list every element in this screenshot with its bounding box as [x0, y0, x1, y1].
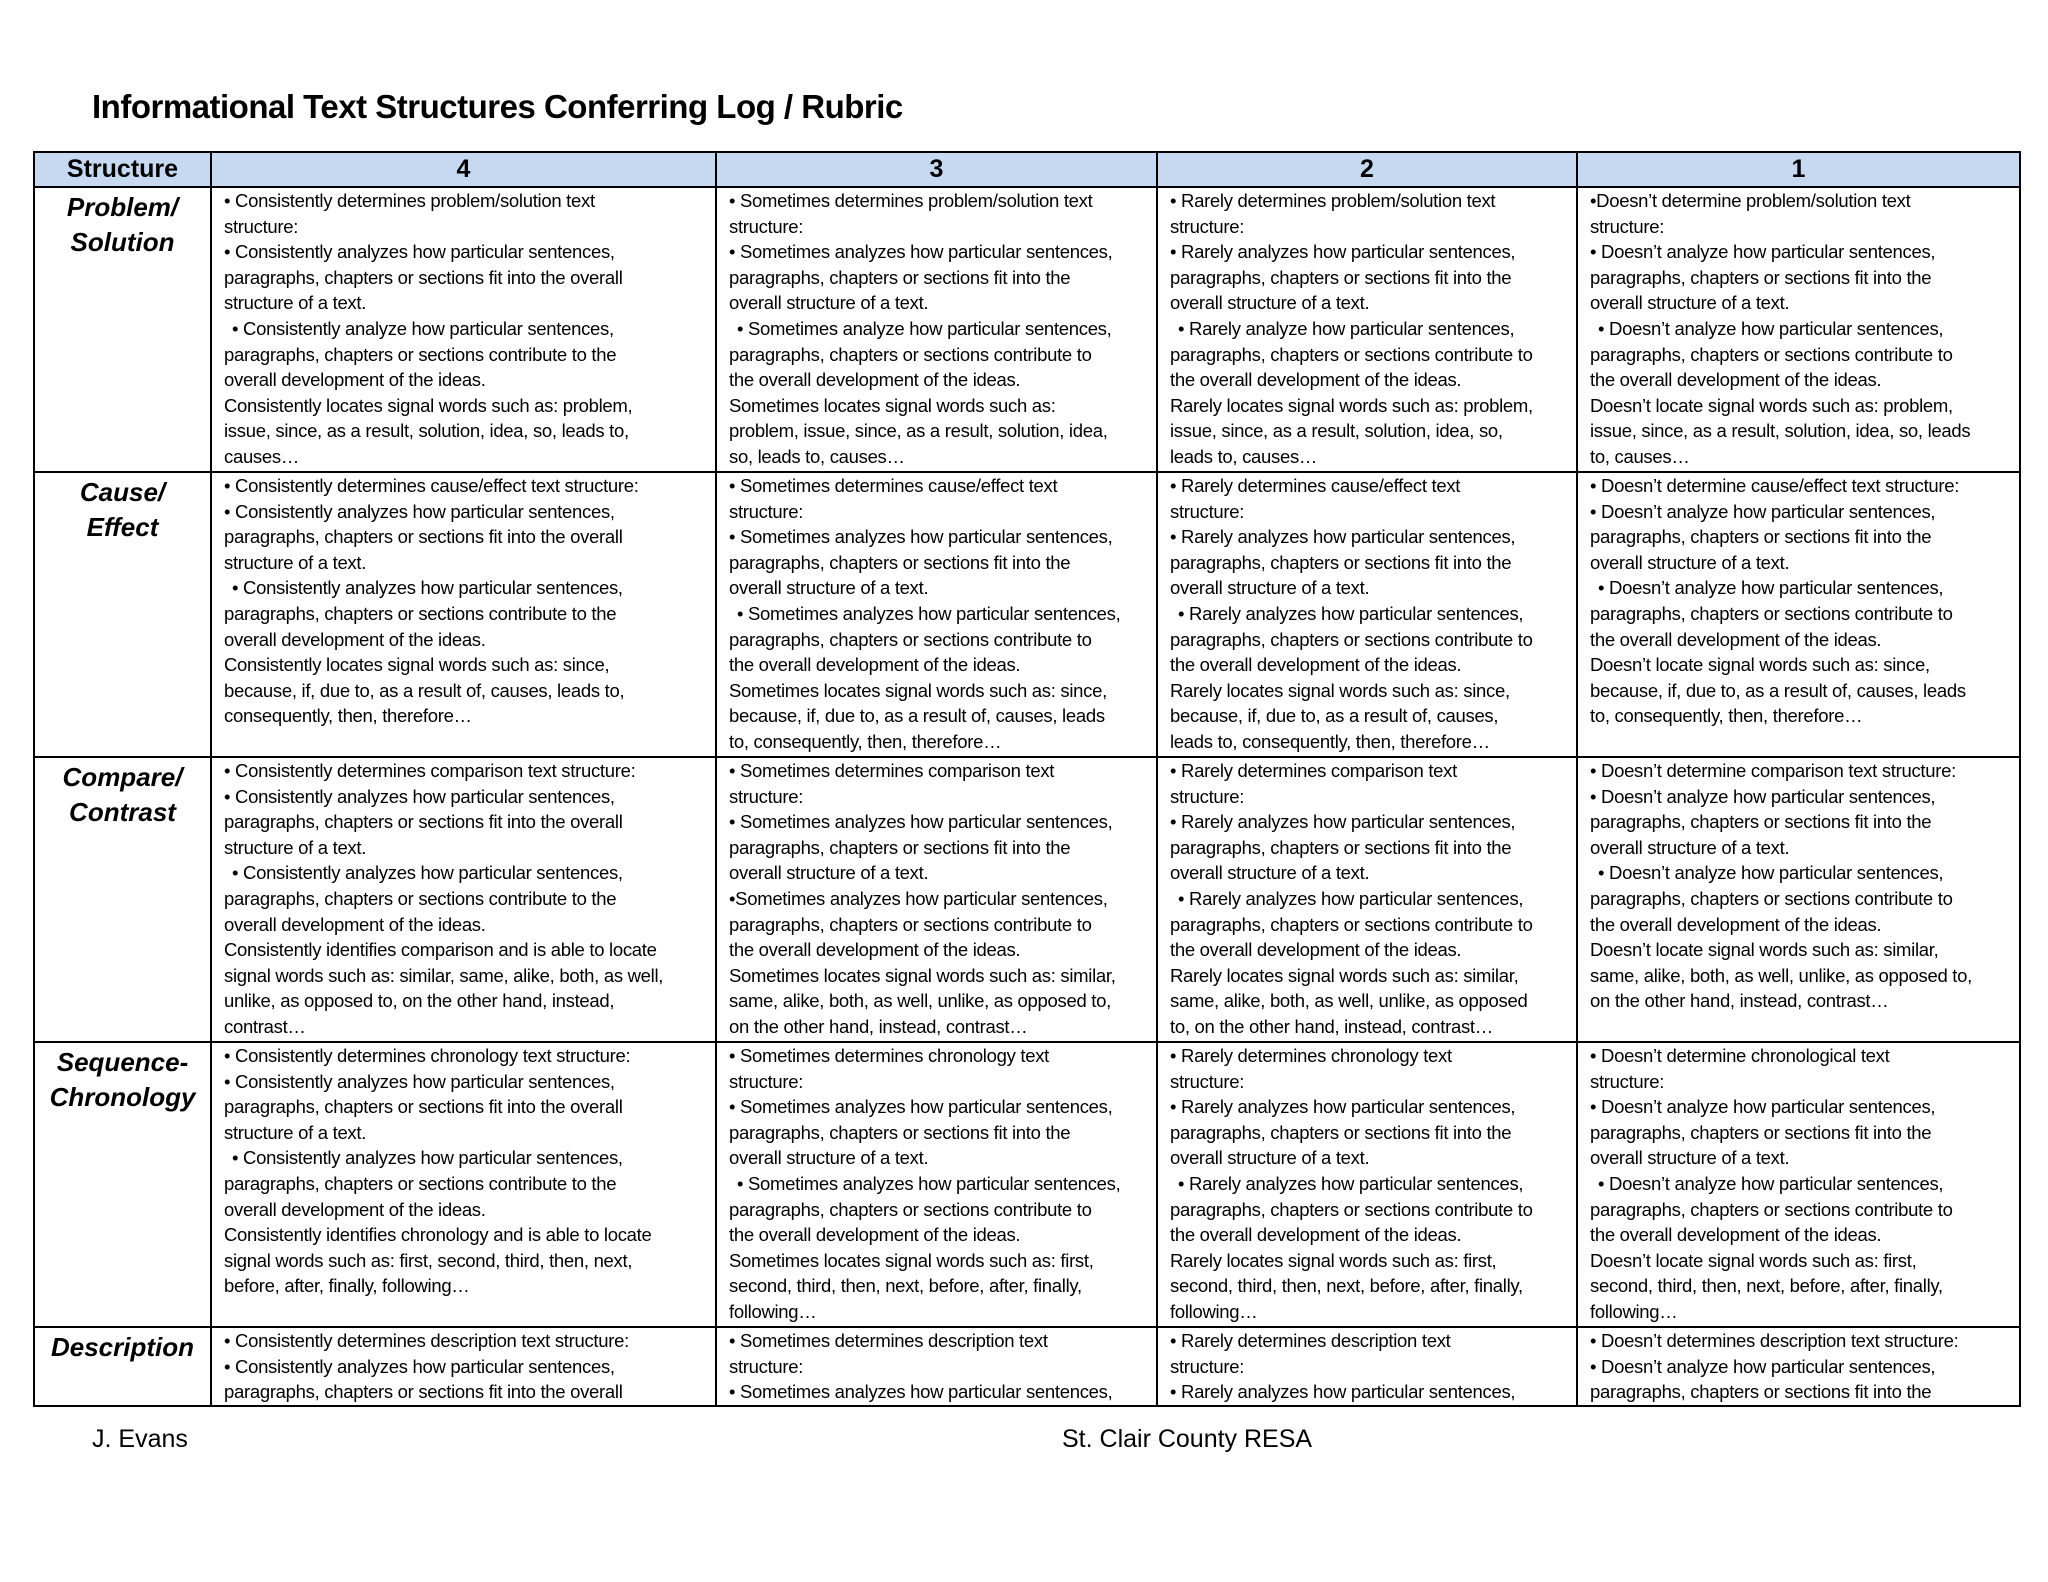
- rubric-text-line: paragraphs, chapters or sections contribute to the: [224, 887, 617, 909]
- rubric-text-line: • Consistently analyzes how particular sentences,: [224, 241, 615, 263]
- rubric-text-line: Doesn’t locate signal words such as: first,: [1590, 1249, 1917, 1271]
- rubric-cell-score-4: [211, 1042, 716, 1327]
- structure-label-line: Cause/: [79, 477, 166, 507]
- rubric-text-line: Consistently identifies comparison and is able to locate: [224, 939, 657, 961]
- rubric-text-line: paragraphs, chapters or sections fit into the: [1590, 811, 1932, 833]
- rubric-text-line: structure:: [224, 215, 299, 237]
- rubric-text-line: • Rarely determines cause/effect text: [1170, 475, 1461, 496]
- rubric-text-line: to, on the other hand, instead, contrast…: [1170, 1015, 1493, 1037]
- rubric-text-line: paragraphs, chapters or sections contribute to: [1170, 628, 1533, 650]
- rubric-text-line: • Rarely analyzes how particular sentences,: [1170, 1381, 1516, 1403]
- rubric-text-line: • Consistently analyze how particular sentences,: [232, 317, 614, 339]
- rubric-text-line: paragraphs, chapters or sections fit into the overall: [224, 1096, 623, 1118]
- header-row: [34, 152, 2020, 187]
- rubric-text-line: overall structure of a text.: [729, 292, 929, 314]
- rubric-row-compare-contrast: [34, 757, 2020, 1042]
- rubric-text-line: paragraphs, chapters or sections fit into the overall: [224, 266, 623, 288]
- rubric-text-line: structure:: [1170, 1355, 1245, 1377]
- rubric-text-line: structure:: [1170, 500, 1245, 522]
- rubric-cell-score-4: [211, 1327, 716, 1406]
- rubric-text-line: • Sometimes determines problem/solution text: [729, 190, 1093, 211]
- column-header-score-2: 2: [1157, 152, 1577, 187]
- rubric-text-line: to, causes…: [1590, 445, 1690, 467]
- rubric-text-line: paragraphs, chapters or sections contribute to: [1590, 343, 1953, 365]
- rubric-text-line: the overall development of the ideas.: [1590, 1224, 1882, 1246]
- structure-label-cell: [34, 1042, 211, 1327]
- rubric-text-line: • Sometimes analyzes how particular sentences,: [729, 526, 1113, 548]
- rubric-text-line: because, if, due to, as a result of, causes, leads: [729, 705, 1105, 727]
- structure-label-cell: [34, 472, 211, 757]
- rubric-text-line: before, after, finally, following…: [224, 1275, 470, 1297]
- rubric-text-line: overall development of the ideas.: [224, 628, 486, 650]
- rubric-text-line: paragraphs, chapters or sections fit into the: [1590, 266, 1932, 288]
- rubric-text-line: • Consistently analyzes how particular sentences,: [224, 1070, 615, 1092]
- rubric-text-line: Rarely locates signal words such as: similar,: [1170, 964, 1519, 986]
- rubric-text-line: paragraphs, chapters or sections contribute to: [1590, 887, 1953, 909]
- rubric-text-line: Consistently locates signal words such as: problem,: [224, 394, 633, 416]
- rubric-cell-score-3: [716, 1042, 1157, 1327]
- rubric-cell-score-2: [1157, 757, 1577, 1042]
- rubric-text-line: overall development of the ideas.: [224, 1198, 486, 1220]
- rubric-text-line: • Sometimes determines chronology text: [729, 1045, 1050, 1066]
- rubric-text-line: • Sometimes analyzes how particular sentences,: [729, 1381, 1113, 1403]
- rubric-table: [33, 151, 2021, 1407]
- rubric-text-line: paragraphs, chapters or sections contribute to: [1590, 1198, 1953, 1220]
- rubric-text-line: paragraphs, chapters or sections contribute to: [1170, 343, 1533, 365]
- rubric-text-line: paragraphs, chapters or sections contribute to: [1170, 1198, 1533, 1220]
- rubric-text-line: • Consistently determines comparison text structure:: [224, 760, 636, 781]
- structure-label-line: Solution: [70, 227, 175, 257]
- rubric-text-line: Doesn’t locate signal words such as: since,: [1590, 654, 1930, 676]
- rubric-text-line: paragraphs, chapters or sections contribute to the: [224, 343, 617, 365]
- rubric-text-line: structure:: [1170, 215, 1245, 237]
- rubric-text-line: paragraphs, chapters or sections fit into the: [1170, 836, 1512, 858]
- rubric-text-line: • Doesn’t determine cause/effect text structure:: [1590, 475, 1960, 496]
- rubric-text-line: the overall development of the ideas.: [729, 369, 1021, 391]
- rubric-text-line: • Rarely determines chronology text: [1170, 1045, 1452, 1066]
- rubric-text-line: • Rarely analyzes how particular sentences,: [1170, 526, 1516, 548]
- rubric-text-line: the overall development of the ideas.: [1590, 369, 1882, 391]
- rubric-text-line: overall structure of a text.: [1590, 836, 1790, 858]
- rubric-text-line: leads to, consequently, then, therefore…: [1170, 730, 1490, 752]
- rubric-text-line: • Doesn’t analyze how particular sentences,: [1598, 317, 1944, 339]
- rubric-text-line: paragraphs, chapters or sections fit into the: [1590, 1381, 1932, 1403]
- rubric-text-line: • Rarely determines problem/solution text: [1170, 190, 1496, 211]
- rubric-text-line: • Rarely analyzes how particular sentences,: [1170, 1096, 1516, 1118]
- rubric-text-line: paragraphs, chapters or sections fit into the overall: [224, 526, 623, 548]
- rubric-text-line: paragraphs, chapters or sections contribute to: [1170, 913, 1533, 935]
- rubric-text-line: paragraphs, chapters or sections fit into the: [1590, 1121, 1932, 1143]
- rubric-text-line: issue, since, as a result, solution, idea, so, leads: [1590, 420, 1971, 442]
- rubric-text-line: Rarely locates signal words such as: first,: [1170, 1249, 1497, 1271]
- rubric-text-line: following…: [1590, 1300, 1678, 1322]
- rubric-text-line: structure of a text.: [224, 292, 367, 314]
- rubric-text-line: the overall development of the ideas.: [1170, 939, 1462, 961]
- rubric-text-line: causes…: [224, 445, 300, 467]
- rubric-text-line: overall structure of a text.: [1170, 292, 1370, 314]
- rubric-text-line: • Doesn’t determine comparison text structure:: [1590, 760, 1956, 781]
- rubric-cell-score-2: [1157, 187, 1577, 472]
- rubric-text-line: • Doesn’t analyze how particular sentences,: [1598, 577, 1944, 599]
- rubric-text-line: same, alike, both, as well, unlike, as opposed to,: [1590, 964, 1972, 986]
- structure-label-cell: [34, 757, 211, 1042]
- rubric-text-line: overall structure of a text.: [1170, 577, 1370, 599]
- rubric-text-line: • Consistently determines problem/solution text: [224, 190, 595, 211]
- rubric-cell-score-3: [716, 757, 1157, 1042]
- rubric-text-line: paragraphs, chapters or sections contribute to: [729, 628, 1092, 650]
- rubric-cell-score-1: [1577, 1327, 2020, 1406]
- document-title: Informational Text Structures Conferring Log / Rubric: [92, 88, 903, 125]
- rubric-text-line: the overall development of the ideas.: [1170, 369, 1462, 391]
- rubric-text-line: Rarely locates signal words such as: problem,: [1170, 394, 1533, 416]
- rubric-text-line: paragraphs, chapters or sections fit into the: [729, 836, 1071, 858]
- rubric-text-line: • Consistently analyzes how particular sentences,: [224, 500, 615, 522]
- column-header-score-3: 3: [716, 152, 1157, 187]
- rubric-text-line: • Doesn’t analyze how particular sentences,: [1598, 1172, 1944, 1194]
- rubric-cell-score-1: [1577, 187, 2020, 472]
- footer-author: J. Evans: [92, 1425, 188, 1453]
- rubric-text-line: issue, since, as a result, solution, idea, so,: [1170, 420, 1503, 442]
- rubric-text-line: • Consistently analyzes how particular sentences,: [224, 1355, 615, 1377]
- rubric-text-line: • Rarely analyze how particular sentences,: [1178, 317, 1515, 339]
- rubric-text-line: because, if, due to, as a result of, causes,: [1170, 705, 1499, 727]
- rubric-text-line: structure:: [729, 785, 804, 807]
- structure-label-line: Compare/: [62, 762, 183, 792]
- rubric-text-line: paragraphs, chapters or sections fit into the: [1170, 266, 1512, 288]
- rubric-text-line: Doesn’t locate signal words such as: similar,: [1590, 939, 1939, 961]
- rubric-text-line: the overall development of the ideas.: [729, 654, 1021, 676]
- rubric-text-line: • Doesn’t determine chronological text: [1590, 1045, 1890, 1066]
- column-header-structure: Structure: [34, 152, 211, 187]
- structure-label-line: Sequence-: [56, 1047, 189, 1077]
- rubric-text-line: paragraphs, chapters or sections fit into the: [1590, 526, 1932, 548]
- rubric-text-line: overall structure of a text.: [729, 1147, 929, 1169]
- rubric-text-line: • Sometimes analyzes how particular sentences,: [729, 1096, 1113, 1118]
- rubric-cell-score-2: [1157, 1042, 1577, 1327]
- rubric-text-line: paragraphs, chapters or sections contribute to the: [224, 602, 617, 624]
- rubric-text-line: overall development of the ideas.: [224, 369, 486, 391]
- rubric-cell-score-4: [211, 757, 716, 1042]
- rubric-text-line: overall development of the ideas.: [224, 913, 486, 935]
- rubric-text-line: because, if, due to, as a result of, causes, leads to,: [224, 679, 625, 701]
- rubric-text-line: the overall development of the ideas.: [1170, 1224, 1462, 1246]
- rubric-cell-score-1: [1577, 1042, 2020, 1327]
- rubric-text-line: •Doesn’t determine problem/solution text: [1590, 190, 1911, 211]
- rubric-text-line: • Sometimes determines cause/effect text: [729, 475, 1058, 496]
- structure-label-line: Contrast: [69, 797, 176, 827]
- rubric-text-line: structure of a text.: [224, 836, 367, 858]
- rubric-text-line: Sometimes locates signal words such as: similar,: [729, 964, 1116, 986]
- rubric-text-line: paragraphs, chapters or sections fit into the overall: [224, 811, 623, 833]
- rubric-text-line: • Rarely analyzes how particular sentences,: [1170, 241, 1516, 263]
- rubric-text-line: structure:: [729, 1070, 804, 1092]
- rubric-text-line: second, third, then, next, before, after, finally,: [1590, 1275, 1943, 1297]
- rubric-text-line: paragraphs, chapters or sections contribute to: [729, 913, 1092, 935]
- column-header-score-1: 1: [1577, 152, 2020, 187]
- structure-label-cell: [34, 187, 211, 472]
- rubric-text-line: • Rarely determines comparison text: [1170, 760, 1457, 781]
- rubric-text-line: same, alike, both, as well, unlike, as opposed to,: [729, 990, 1111, 1012]
- rubric-text-line: leads to, causes…: [1170, 445, 1318, 467]
- rubric-text-line: structure:: [729, 500, 804, 522]
- rubric-text-line: • Doesn’t analyze how particular sentences,: [1598, 862, 1944, 884]
- rubric-text-line: Consistently locates signal words such as: since,: [224, 654, 610, 676]
- footer-organization: St. Clair County RESA: [1062, 1425, 1313, 1453]
- rubric-text-line: structure of a text.: [224, 1121, 367, 1143]
- rubric-text-line: paragraphs, chapters or sections contribute to: [729, 1198, 1092, 1220]
- structure-label-line: Problem/: [66, 192, 179, 222]
- rubric-text-line: Consistently identifies chronology and is able to locate: [224, 1224, 652, 1246]
- rubric-row-cause-effect: [34, 472, 2020, 757]
- rubric-text-line: • Doesn’t analyze how particular sentences,: [1590, 500, 1936, 522]
- rubric-text-line: overall structure of a text.: [729, 577, 929, 599]
- rubric-text-line: • Doesn’t analyze how particular sentences,: [1590, 785, 1936, 807]
- rubric-cell-score-2: [1157, 472, 1577, 757]
- rubric-text-line: • Doesn’t analyze how particular sentences,: [1590, 1096, 1936, 1118]
- rubric-row-description: [34, 1327, 2020, 1406]
- rubric-text-line: overall structure of a text.: [1590, 1147, 1790, 1169]
- rubric-text-line: • Rarely analyzes how particular sentences,: [1178, 887, 1524, 909]
- rubric-text-line: to, consequently, then, therefore…: [1590, 705, 1863, 727]
- rubric-cell-score-4: [211, 187, 716, 472]
- column-header-score-4: 4: [211, 152, 716, 187]
- rubric-cell-score-1: [1577, 757, 2020, 1042]
- rubric-text-line: • Rarely analyzes how particular sentences,: [1178, 1172, 1524, 1194]
- rubric-text-line: • Sometimes analyzes how particular sentences,: [729, 811, 1113, 833]
- rubric-text-line: structure:: [729, 1355, 804, 1377]
- rubric-text-line: signal words such as: similar, same, alike, both, as well,: [224, 964, 664, 986]
- rubric-cell-score-1: [1577, 472, 2020, 757]
- rubric-text-line: • Consistently analyzes how particular sentences,: [224, 785, 615, 807]
- rubric-text-line: on the other hand, instead, contrast…: [729, 1015, 1028, 1037]
- rubric-text-line: second, third, then, next, before, after, finally,: [1170, 1275, 1523, 1297]
- rubric-text-line: • Sometimes determines comparison text: [729, 760, 1055, 781]
- rubric-text-line: • Consistently analyzes how particular sentences,: [232, 1147, 623, 1169]
- rubric-text-line: because, if, due to, as a result of, causes, leads: [1590, 679, 1966, 701]
- rubric-text-line: structure:: [1590, 1070, 1665, 1092]
- rubric-text-line: unlike, as opposed to, on the other hand, instead,: [224, 990, 615, 1012]
- rubric-text-line: the overall development of the ideas.: [1170, 654, 1462, 676]
- rubric-text-line: the overall development of the ideas.: [1590, 913, 1882, 935]
- rubric-text-line: • Consistently determines chronology text structure:: [224, 1045, 631, 1066]
- rubric-text-line: structure:: [1170, 1070, 1245, 1092]
- rubric-text-line: • Rarely analyzes how particular sentences,: [1170, 811, 1516, 833]
- rubric-text-line: • Sometimes analyzes how particular sentences,: [729, 241, 1113, 263]
- rubric-row-sequence-chronology: [34, 1042, 2020, 1327]
- rubric-text-line: paragraphs, chapters or sections fit into the: [729, 266, 1071, 288]
- rubric-text-line: paragraphs, chapters or sections contribute to: [729, 343, 1092, 365]
- structure-label-cell: [34, 1327, 211, 1406]
- rubric-text-line: to, consequently, then, therefore…: [729, 730, 1002, 752]
- rubric-text-line: issue, since, as a result, solution, idea, so, leads to,: [224, 420, 629, 442]
- rubric-text-line: •Sometimes analyzes how particular sentences,: [729, 887, 1108, 909]
- rubric-text-line: • Consistently analyzes how particular sentences,: [232, 577, 623, 599]
- rubric-text-line: overall structure of a text.: [729, 862, 929, 884]
- rubric-text-line: paragraphs, chapters or sections fit into the: [1170, 1121, 1512, 1143]
- rubric-text-line: following…: [729, 1300, 817, 1322]
- rubric-text-line: signal words such as: first, second, third, then, next,: [224, 1249, 633, 1271]
- rubric-text-line: • Consistently determines cause/effect text structure:: [224, 475, 639, 496]
- rubric-text-line: Rarely locates signal words such as: since,: [1170, 679, 1510, 701]
- rubric-text-line: Sometimes locates signal words such as: since,: [729, 679, 1107, 701]
- rubric-text-line: paragraphs, chapters or sections fit into the: [729, 551, 1071, 573]
- rubric-text-line: overall structure of a text.: [1590, 292, 1790, 314]
- rubric-text-line: overall structure of a text.: [1590, 551, 1790, 573]
- rubric-cell-score-2: [1157, 1327, 1577, 1406]
- rubric-text-line: overall structure of a text.: [1170, 862, 1370, 884]
- rubric-text-line: the overall development of the ideas.: [1590, 628, 1882, 650]
- rubric-text-line: paragraphs, chapters or sections contribute to the: [224, 1172, 617, 1194]
- rubric-text-line: • Sometimes analyzes how particular sentences,: [737, 602, 1121, 624]
- rubric-text-line: structure:: [1170, 785, 1245, 807]
- rubric-text-line: • Sometimes analyzes how particular sentences,: [737, 1172, 1121, 1194]
- rubric-text-line: so, leads to, causes…: [729, 445, 905, 467]
- structure-label-line: Chronology: [49, 1082, 196, 1112]
- rubric-text-line: • Sometimes analyze how particular sentences,: [737, 317, 1112, 339]
- rubric-text-line: • Consistently analyzes how particular sentences,: [232, 862, 623, 884]
- rubric-text-line: Sometimes locates signal words such as:: [729, 394, 1056, 416]
- rubric-cell-score-3: [716, 187, 1157, 472]
- rubric-text-line: • Doesn’t analyze how particular sentences,: [1590, 241, 1936, 263]
- rubric-text-line: paragraphs, chapters or sections fit into the overall: [224, 1381, 623, 1403]
- rubric-text-line: • Rarely determines description text: [1170, 1330, 1451, 1351]
- rubric-text-line: • Doesn’t analyze how particular sentences,: [1590, 1355, 1936, 1377]
- rubric-text-line: paragraphs, chapters or sections fit into the: [1170, 551, 1512, 573]
- rubric-text-line: Sometimes locates signal words such as: first,: [729, 1249, 1094, 1271]
- rubric-text-line: overall structure of a text.: [1170, 1147, 1370, 1169]
- rubric-text-line: • Doesn’t determines description text structure:: [1590, 1330, 1959, 1351]
- rubric-text-line: paragraphs, chapters or sections fit into the: [729, 1121, 1071, 1143]
- rubric-row-problem-solution: [34, 187, 2020, 472]
- rubric-text-line: structure:: [1590, 215, 1665, 237]
- rubric-text-line: the overall development of the ideas.: [729, 939, 1021, 961]
- structure-label-line: Description: [50, 1332, 195, 1362]
- rubric-text-line: • Consistently determines description text structure:: [224, 1330, 629, 1351]
- rubric-text-line: contrast…: [224, 1015, 306, 1037]
- structure-label-line: Effect: [86, 512, 159, 542]
- rubric-text-line: same, alike, both, as well, unlike, as opposed: [1170, 990, 1528, 1012]
- rubric-text-line: structure:: [729, 215, 804, 237]
- rubric-cell-score-3: [716, 1327, 1157, 1406]
- rubric-text-line: following…: [1170, 1300, 1258, 1322]
- rubric-text-line: paragraphs, chapters or sections contribute to: [1590, 602, 1953, 624]
- rubric-text-line: on the other hand, instead, contrast…: [1590, 990, 1889, 1012]
- rubric-text-line: consequently, then, therefore…: [224, 705, 472, 727]
- rubric-text-line: Doesn’t locate signal words such as: problem,: [1590, 394, 1953, 416]
- rubric-text-line: the overall development of the ideas.: [729, 1224, 1021, 1246]
- rubric-text-line: structure of a text.: [224, 551, 367, 573]
- rubric-cell-score-4: [211, 472, 716, 757]
- rubric-text-line: • Sometimes determines description text: [729, 1330, 1048, 1351]
- rubric-text-line: • Rarely analyzes how particular sentences,: [1178, 602, 1524, 624]
- rubric-cell-score-3: [716, 472, 1157, 757]
- rubric-text-line: problem, issue, since, as a result, solution, idea,: [729, 420, 1108, 442]
- rubric-text-line: second, third, then, next, before, after, finally,: [729, 1275, 1082, 1297]
